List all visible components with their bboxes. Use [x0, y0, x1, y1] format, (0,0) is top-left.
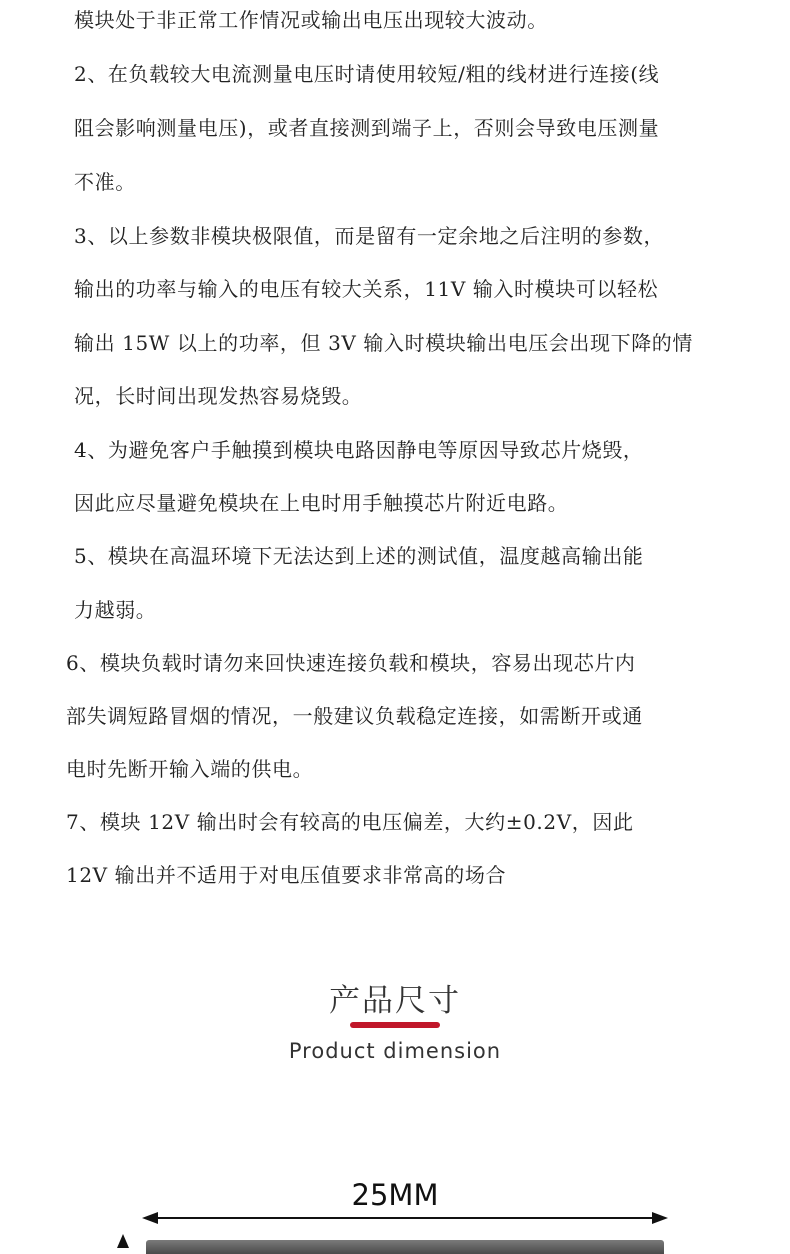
- section-title-cn: 产品尺寸: [329, 983, 461, 1019]
- note-line: 5、模块在高温环境下无法达到上述的测试值，温度越高输出能: [74, 544, 644, 568]
- note-line: 不准。: [74, 170, 136, 194]
- width-dimension-label: 25MM: [351, 1178, 439, 1212]
- note-line: 2、在负载较大电流测量电压时请使用较短/粗的线材进行连接(线: [74, 62, 660, 86]
- note-line: 电时先断开输入端的供电。: [66, 757, 314, 781]
- note-line: 12V 输出并不适用于对电压值要求非常高的场合: [66, 863, 507, 887]
- note-line: 输出 15W 以上的功率，但 3V 输入时模块输出电压会出现下降的情: [74, 331, 694, 355]
- section-title-en: Product dimension: [288, 1039, 502, 1063]
- note-line: 阻会影响测量电压)，或者直接测到端子上，否则会导致电压测量: [74, 116, 660, 140]
- width-dimension-arrow: [140, 1208, 670, 1228]
- note-line: 况，长时间出现发热容易烧毁。: [74, 384, 363, 408]
- note-line: 输出的功率与输入的电压有较大关系，11V 输入时模块可以轻松: [74, 277, 659, 301]
- note-line: 模块处于非正常工作情况或输出电压出现较大波动。: [74, 8, 548, 32]
- note-line: 部失调短路冒烟的情况，一般建议负载稳定连接，如需断开或通: [66, 704, 643, 728]
- note-line: 7、模块 12V 输出时会有较高的电压偏差，大约±0.2V，因此: [66, 810, 634, 834]
- title-accent-bar: [350, 1022, 440, 1028]
- product-module-image: [146, 1240, 664, 1254]
- note-line: 因此应尽量避免模块在上电时用手触摸芯片附近电路。: [74, 491, 569, 515]
- note-line: 力越弱。: [74, 598, 157, 622]
- note-line: 4、为避免客户手触摸到模块电路因静电等原因导致芯片烧毁，: [74, 438, 644, 462]
- note-line: 6、模块负载时请勿来回快速连接负载和模块，容易出现芯片内: [66, 651, 636, 675]
- height-dimension-arrow: [116, 1234, 130, 1250]
- note-line: 3、以上参数非模块极限值，而是留有一定余地之后注明的参数，: [74, 224, 665, 248]
